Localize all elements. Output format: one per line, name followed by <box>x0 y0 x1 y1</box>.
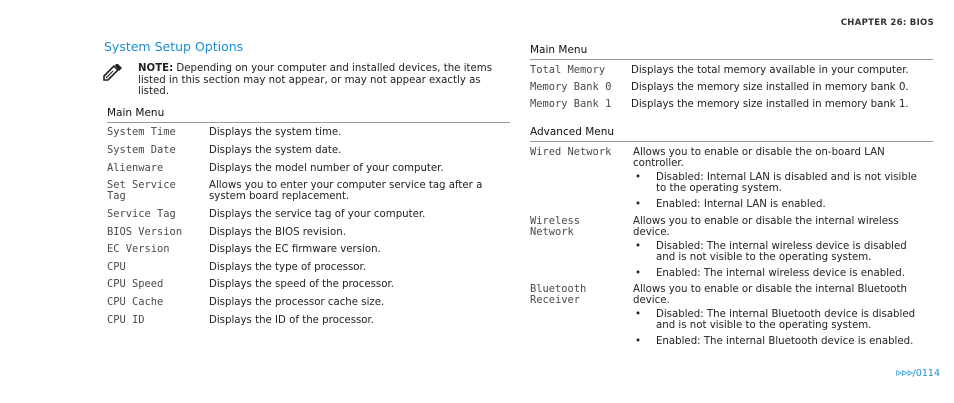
bullet-text: Disabled: Internal LAN is disabled and is not visible to the operating system. <box>656 172 917 194</box>
note-text <box>138 63 514 98</box>
option-desc: Displays the total memory available in your computer. <box>631 65 909 76</box>
bullet-icon: • <box>635 268 642 279</box>
option-desc: Displays the processor cache size. <box>209 297 385 308</box>
brand-logo: ᐉᐉᐉ <box>895 369 913 378</box>
option-key: CPU Speed <box>107 278 164 290</box>
list-item <box>633 336 929 347</box>
option-desc: Displays the model number of your computer. <box>209 163 444 174</box>
option-key: Wired Network <box>530 146 612 158</box>
table-row <box>107 227 505 238</box>
option-detail <box>633 216 929 279</box>
note-label: NOTE: <box>138 63 174 74</box>
list-item <box>633 309 929 331</box>
option-desc: Displays the EC firmware version. <box>209 244 381 255</box>
page-separator: / <box>912 368 916 379</box>
advanced-menu-title: Advanced Menu <box>530 126 933 142</box>
option-key: Service Tag <box>107 208 176 220</box>
option-desc: Allows you to enable or disable the on-board LAN controller. <box>633 147 885 169</box>
option-desc: Displays the system date. <box>209 145 342 156</box>
table-row <box>107 145 505 156</box>
bullet-text: Disabled: The internal wireless device is disabled and is not visible to the operating system. <box>656 241 907 263</box>
table-row <box>530 147 929 210</box>
option-key: CPU Cache <box>107 296 164 308</box>
list-item <box>633 268 929 279</box>
right-main-menu-title: Main Menu <box>530 44 933 60</box>
option-key: Memory Bank 1 <box>530 98 612 110</box>
table-row <box>107 180 499 202</box>
table-row <box>530 82 931 93</box>
bullet-text: Enabled: The internal Bluetooth device is enabled. <box>656 336 914 347</box>
option-key: Bluetooth Receiver <box>530 283 587 306</box>
left-main-menu-title: Main Menu <box>107 107 510 123</box>
bullet-icon: • <box>635 172 642 183</box>
option-detail <box>633 284 929 347</box>
bullet-text: Enabled: The internal wireless device is enabled. <box>656 268 906 279</box>
note-body: Depending on your computer and installed devices, the items listed in this section may not appear, or may not appear exactly as listed. <box>138 63 493 97</box>
table-row <box>107 127 505 138</box>
option-key: Set Service Tag <box>107 179 176 202</box>
table-row <box>107 209 505 220</box>
table-row <box>530 65 931 76</box>
option-key: Wireless Network <box>530 215 581 238</box>
table-row <box>107 279 505 290</box>
option-desc: Allows you to enter your computer service tag after a system board replacement. <box>209 180 483 202</box>
pencil-note-icon <box>103 64 123 82</box>
bullet-icon: • <box>635 309 642 320</box>
option-desc: Displays the service tag of your computer. <box>209 209 426 220</box>
option-key: BIOS Version <box>107 226 183 238</box>
table-row <box>530 99 931 110</box>
list-item <box>633 199 929 210</box>
option-desc: Allows you to enable or disable the internal Bluetooth device. <box>633 284 907 306</box>
section-title: System Setup Options <box>104 39 244 54</box>
bullet-text: Disabled: The internal Bluetooth device is disabled and is not visible to the operating system. <box>656 309 916 331</box>
option-key: Alienware <box>107 162 164 174</box>
list-item <box>633 172 929 194</box>
option-desc: Allows you to enable or disable the internal wireless device. <box>633 216 899 238</box>
option-desc: Displays the memory size installed in memory bank 0. <box>631 82 909 93</box>
table-row <box>107 163 505 174</box>
table-row <box>107 315 505 326</box>
option-key: EC Version <box>107 243 170 255</box>
advanced-menu <box>530 126 933 347</box>
bullet-text: Enabled: Internal LAN is enabled. <box>656 199 826 210</box>
table-row <box>107 297 505 308</box>
option-key: Memory Bank 0 <box>530 81 612 93</box>
bullet-icon: • <box>635 336 642 347</box>
option-desc: Displays the ID of the processor. <box>209 315 375 326</box>
table-row <box>530 284 929 347</box>
option-key: System Time <box>107 126 176 138</box>
right-main-menu <box>530 44 933 110</box>
option-desc: Displays the memory size installed in memory bank 1. <box>631 99 909 110</box>
table-row <box>107 262 505 273</box>
page-number <box>896 368 940 379</box>
page-number-value: 0114 <box>915 368 940 379</box>
option-key: CPU <box>107 261 126 273</box>
table-row <box>107 244 505 255</box>
chapter-heading: CHAPTER 26: BIOS <box>840 18 934 28</box>
option-detail <box>633 147 929 210</box>
option-desc: Displays the type of processor. <box>209 262 366 273</box>
list-item <box>633 241 929 263</box>
option-key: CPU ID <box>107 314 145 326</box>
option-key: Total Memory <box>530 64 606 76</box>
option-desc: Displays the BIOS revision. <box>209 227 346 238</box>
option-desc: Displays the system time. <box>209 127 342 138</box>
table-row <box>530 216 929 279</box>
bullet-icon: • <box>635 241 642 252</box>
option-key: System Date <box>107 144 176 156</box>
bullet-icon: • <box>635 199 642 210</box>
left-main-menu <box>107 107 510 326</box>
option-desc: Displays the speed of the processor. <box>209 279 394 290</box>
